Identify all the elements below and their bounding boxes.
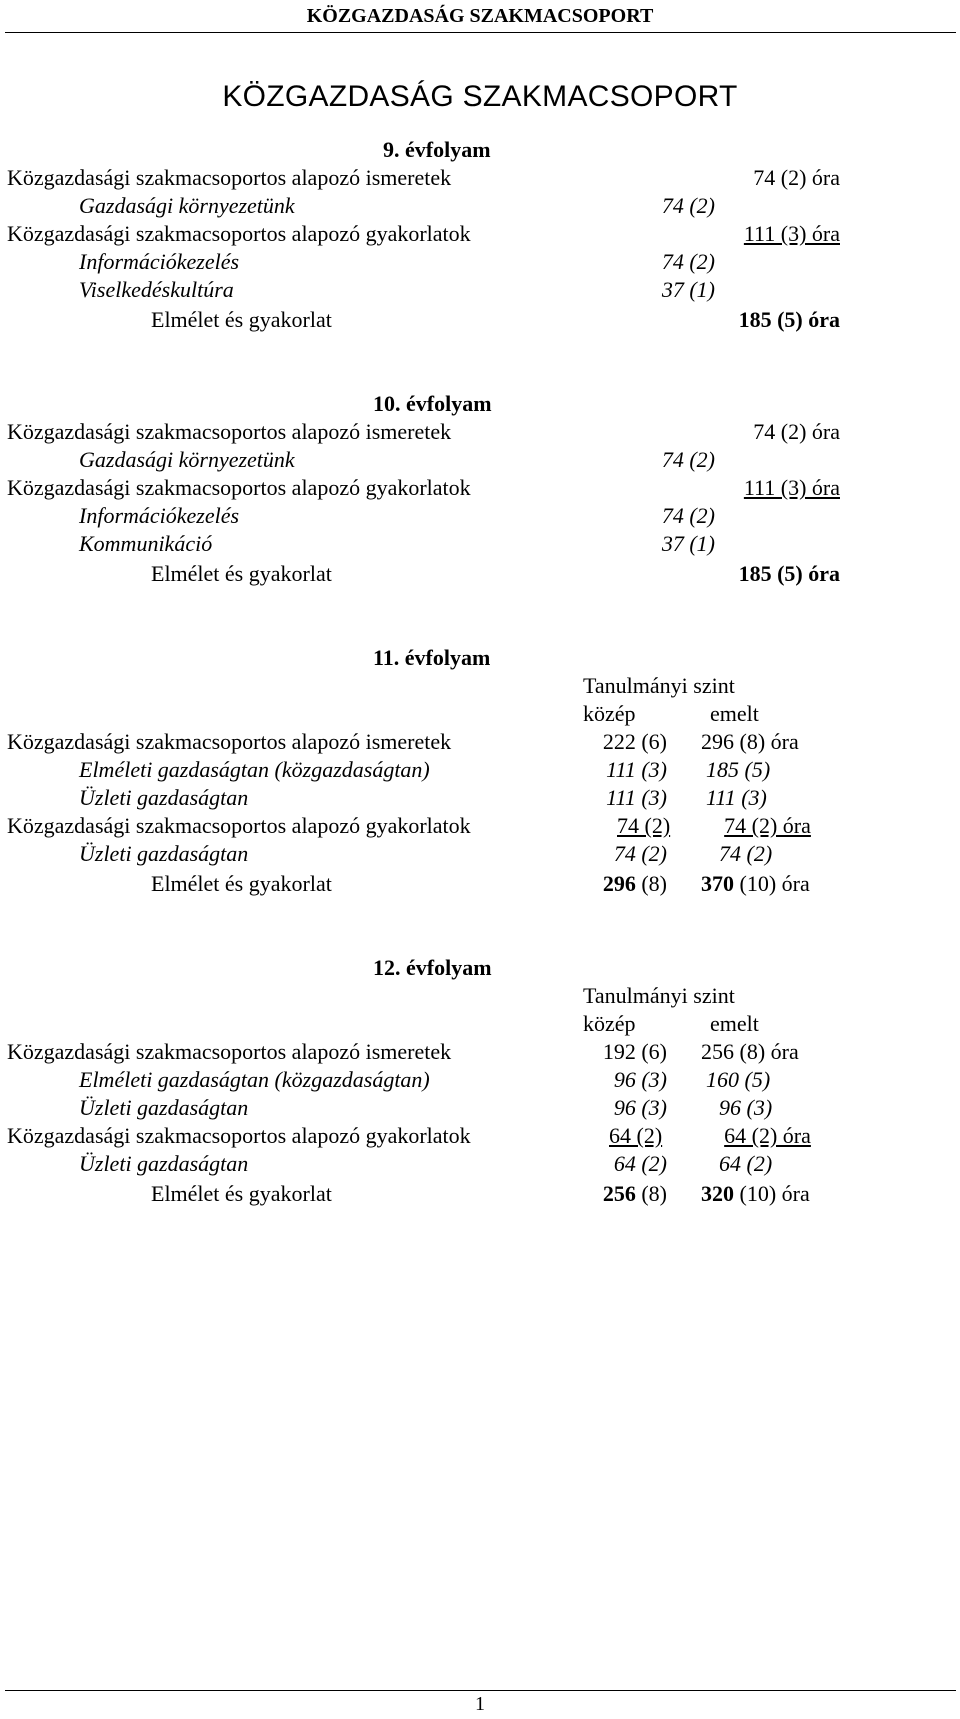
row-label: Üzleti gazdaságtan	[79, 1151, 249, 1176]
row-value: 74 (2)	[661, 447, 715, 472]
row-label: Közgazdasági szakmacsoportos alapozó ismeretek	[7, 419, 452, 444]
row-adv: 74 (2) óra	[724, 813, 811, 838]
column-header-adv: emelt	[710, 1011, 759, 1036]
page-title: KÖZGAZDASÁG SZAKMACSOPORT	[222, 80, 738, 113]
row-total: 111 (3) óra	[743, 475, 840, 500]
row-label: Üzleti gazdaságtan	[79, 841, 249, 866]
row-mid: 64 (2)	[613, 1151, 667, 1176]
row-value: 74 (2)	[661, 249, 715, 274]
row-label: Elmélet és gyakorlat	[151, 307, 332, 332]
row-adv	[701, 871, 810, 897]
row-adv: 185 (5)	[706, 757, 771, 782]
row-adv-rest: (10) óra	[734, 1181, 810, 1206]
row-label: Közgazdasági szakmacsoportos alapozó gyakorlatok	[7, 813, 471, 838]
row-label: Gazdasági környezetünk	[79, 193, 295, 218]
row-value: 74 (2)	[661, 193, 715, 218]
row-adv: 64 (2)	[719, 1151, 773, 1176]
row-value: 74 (2)	[661, 503, 715, 528]
row-total: 185 (5) óra	[738, 307, 840, 332]
year-heading: 11. évfolyam	[373, 645, 491, 670]
row-label: Közgazdasági szakmacsoportos alapozó gyakorlatok	[7, 475, 471, 500]
row-label: Kommunikáció	[79, 531, 213, 556]
row-value: 37 (1)	[661, 531, 715, 556]
row-label: Gazdasági környezetünk	[79, 447, 295, 472]
row-label: Közgazdasági szakmacsoportos alapozó ismeretek	[7, 1039, 452, 1064]
row-label: Közgazdasági szakmacsoportos alapozó gyakorlatok	[7, 1123, 471, 1148]
row-total: 74 (2) óra	[753, 165, 840, 190]
row-mid: 96 (3)	[613, 1067, 667, 1092]
row-adv: 160 (5)	[706, 1067, 771, 1092]
row-mid-bold: 256	[602, 1181, 636, 1206]
row-adv: 64 (2) óra	[724, 1123, 811, 1148]
row-mid: 192 (6)	[602, 1039, 667, 1064]
row-label: Közgazdasági szakmacsoportos alapozó gyakorlatok	[7, 221, 471, 246]
row-label: Elmélet és gyakorlat	[151, 1181, 332, 1206]
row-label: Információkezelés	[79, 249, 240, 274]
level-title: Tanulmányi szint	[583, 673, 735, 698]
row-mid-rest: (8)	[635, 871, 667, 896]
row-label: Üzleti gazdaságtan	[79, 1095, 249, 1120]
header-rule	[5, 32, 956, 33]
row-adv: 111 (3)	[706, 785, 767, 810]
year-heading: 9. évfolyam	[383, 137, 491, 162]
footer-rule	[5, 1690, 956, 1691]
row-adv-bold: 370	[701, 871, 734, 896]
row-label: Elmélet és gyakorlat	[151, 871, 332, 896]
row-adv-bold: 320	[701, 1181, 734, 1206]
row-adv	[701, 1181, 810, 1207]
row-label: Információkezelés	[79, 503, 240, 528]
row-label: Elméleti gazdaságtan (közgazdaságtan)	[79, 1067, 430, 1092]
row-mid-adv-underlined	[581, 813, 841, 839]
row-mid-rest: (8)	[635, 1181, 667, 1206]
running-header: KÖZGAZDASÁG SZAKMACSOPORT	[306, 5, 654, 27]
row-label: Közgazdasági szakmacsoportos alapozó ismeretek	[7, 165, 452, 190]
row-label: Üzleti gazdaságtan	[79, 785, 249, 810]
row-label: Közgazdasági szakmacsoportos alapozó ismeretek	[7, 729, 452, 754]
page-number: 1	[475, 1693, 485, 1715]
level-title: Tanulmányi szint	[583, 983, 735, 1008]
column-header-mid: közép	[583, 701, 636, 726]
row-adv-rest: (10) óra	[734, 871, 810, 896]
row-mid-adv-underlined	[581, 1123, 841, 1149]
row-label: Elmélet és gyakorlat	[151, 561, 332, 586]
row-total: 74 (2) óra	[753, 419, 840, 444]
column-header-adv: emelt	[710, 701, 759, 726]
row-total: 111 (3) óra	[743, 221, 840, 246]
year-heading: 10. évfolyam	[373, 391, 492, 416]
row-label: Viselkedéskultúra	[79, 277, 234, 302]
row-adv: 256 (8) óra	[701, 1039, 799, 1064]
row-mid: 111 (3)	[606, 757, 667, 782]
row-adv: 96 (3)	[719, 1095, 773, 1120]
row-total: 185 (5) óra	[738, 561, 840, 586]
row-mid	[560, 1181, 667, 1207]
row-mid: 96 (3)	[613, 1095, 667, 1120]
row-mid: 222 (6)	[602, 729, 667, 754]
row-mid-bold: 296	[602, 871, 636, 896]
row-adv: 296 (8) óra	[701, 729, 799, 754]
row-mid: 74 (2)	[617, 813, 671, 838]
row-mid: 74 (2)	[613, 841, 667, 866]
row-mid: 64 (2)	[609, 1123, 663, 1148]
row-mid: 111 (3)	[606, 785, 667, 810]
year-heading: 12. évfolyam	[373, 955, 492, 980]
column-header-mid: közép	[583, 1011, 636, 1036]
row-mid	[560, 871, 667, 897]
row-adv: 74 (2)	[719, 841, 773, 866]
row-value: 37 (1)	[661, 277, 715, 302]
row-label: Elméleti gazdaságtan (közgazdaságtan)	[79, 757, 430, 782]
